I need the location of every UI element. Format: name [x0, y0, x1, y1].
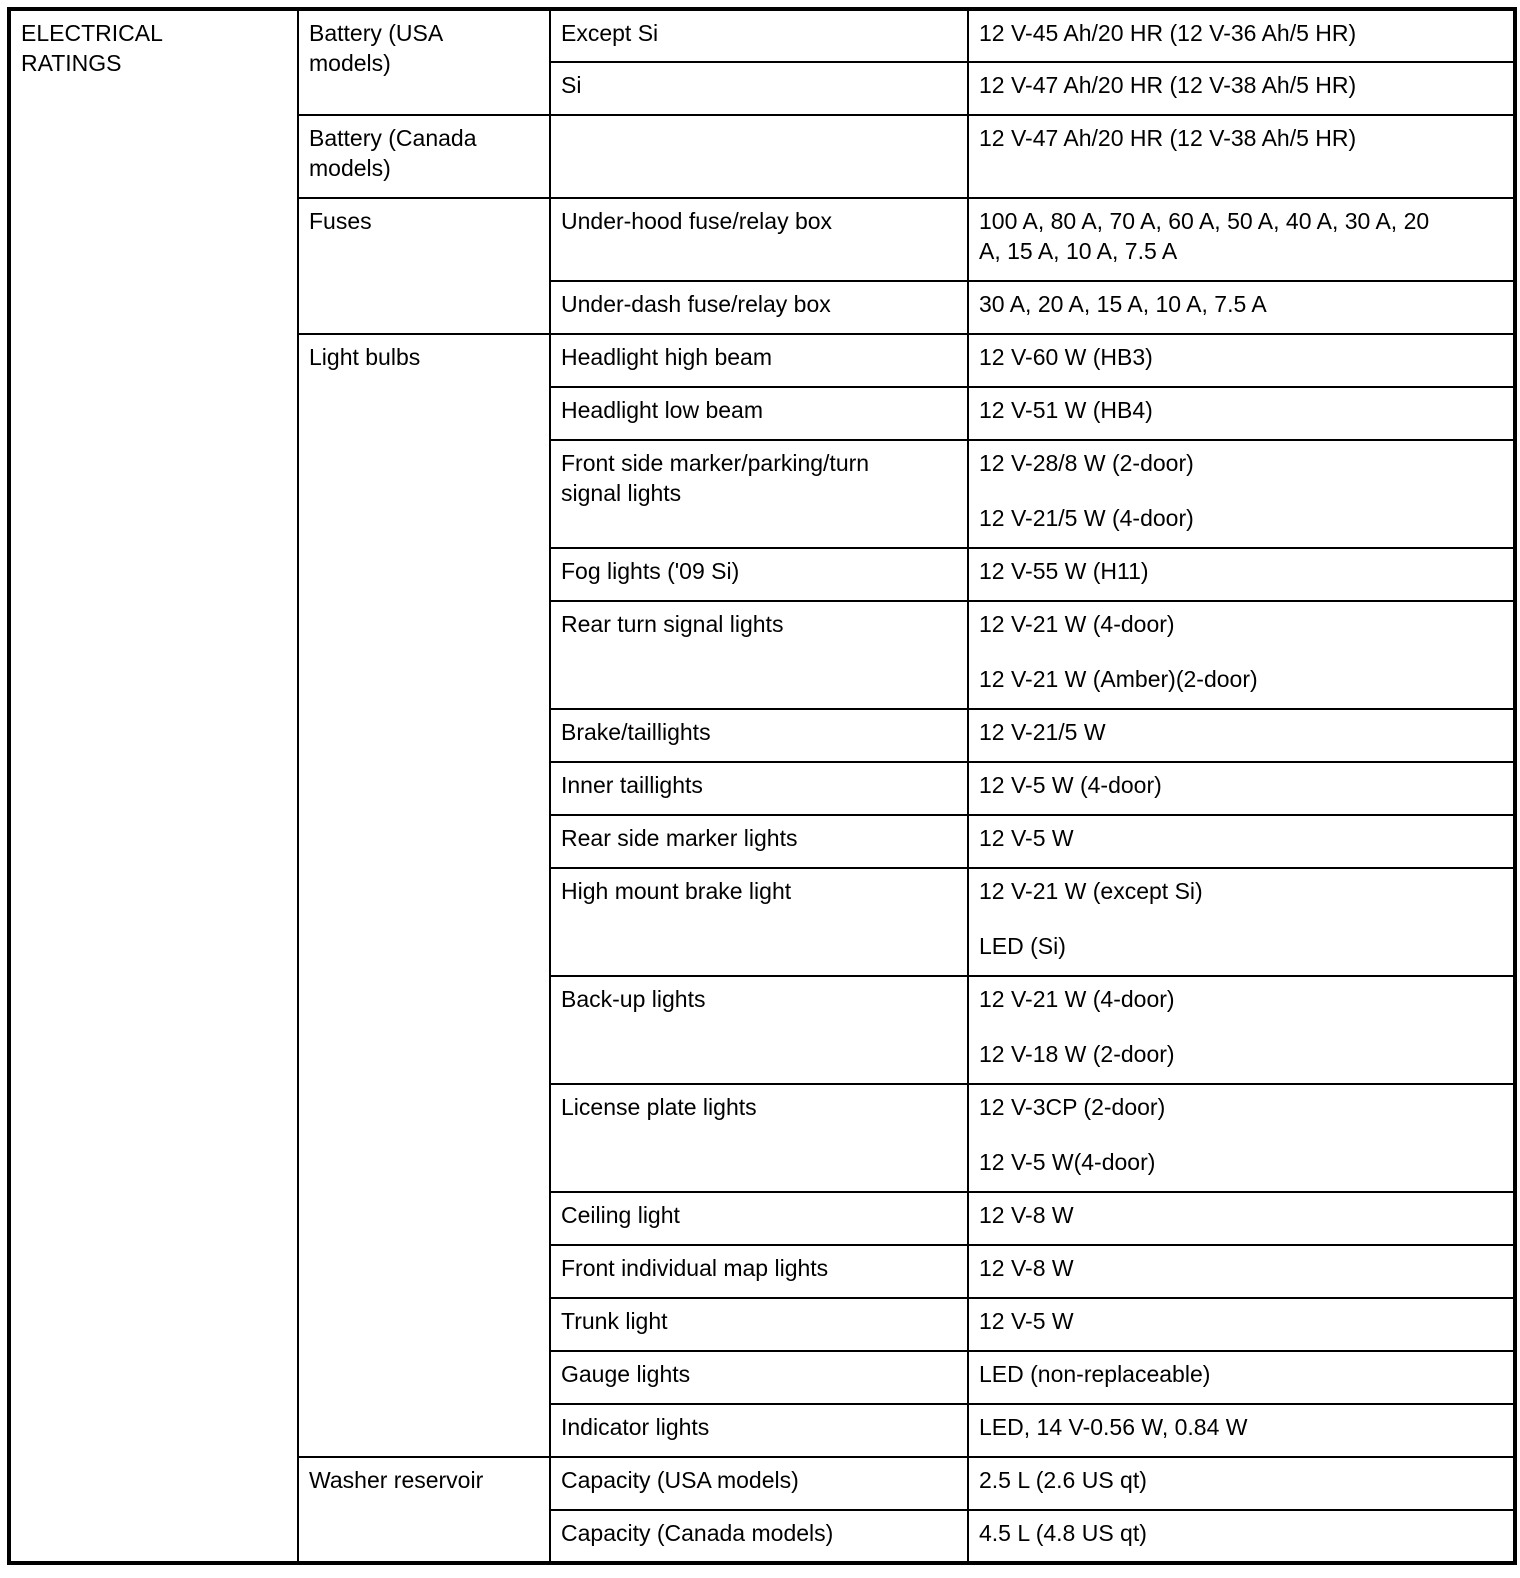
bulb-item-cell: [550, 815, 968, 868]
bulb-value: 12 V-5 W(4-door): [979, 1149, 1156, 1175]
battery-usa-label: Battery (USA models): [309, 20, 444, 76]
fuse-value-cell: [968, 281, 1515, 334]
section-title-cell: [9, 9, 298, 1563]
bulb-item: Trunk light: [561, 1308, 668, 1334]
bulb-value: 12 V-8 W: [979, 1202, 1074, 1228]
washer-label: Washer reservoir: [309, 1467, 484, 1493]
bulb-value-cell: [968, 709, 1515, 762]
washer-item: Capacity (Canada models): [561, 1520, 834, 1546]
fuses-label: Fuses: [309, 208, 372, 234]
light-bulbs-label-cell: [298, 334, 550, 1457]
battery-usa-value-cell: [968, 9, 1515, 62]
battery-canada-value: 12 V-47 Ah/20 HR (12 V-38 Ah/5 HR): [979, 125, 1357, 151]
bulb-value: LED (non-replaceable): [979, 1361, 1211, 1387]
bulb-value-cell: [968, 548, 1515, 601]
bulb-item: Rear side marker lights: [561, 825, 798, 851]
battery-usa-item: Except Si: [561, 20, 659, 46]
battery-canada-label: Battery (Canada models): [309, 125, 477, 181]
bulb-item-cell: [550, 1245, 968, 1298]
battery-usa-item: Si: [561, 72, 582, 98]
bulb-item-cell: [550, 762, 968, 815]
fuse-item: Under-hood fuse/relay box: [561, 208, 833, 234]
table-row: [9, 9, 1515, 62]
bulb-value: 12 V-60 W (HB3): [979, 344, 1153, 370]
bulb-item: Front side marker/parking/turn signal lights: [561, 450, 870, 506]
bulb-item: Indicator lights: [561, 1414, 710, 1440]
fuse-item-cell: [550, 198, 968, 281]
bulb-value-cell: [968, 762, 1515, 815]
washer-value: 4.5 L (4.8 US qt): [979, 1520, 1147, 1546]
bulb-value: 12 V-18 W (2-door): [979, 1041, 1175, 1067]
bulb-value: 12 V-8 W: [979, 1255, 1074, 1281]
bulb-value: 12 V-5 W: [979, 1308, 1074, 1334]
bulb-item-cell: [550, 1084, 968, 1192]
bulb-value-cell: [968, 1245, 1515, 1298]
bulb-item-cell: [550, 1298, 968, 1351]
bulb-value: LED (Si): [979, 933, 1066, 959]
bulb-value-cell: [968, 1298, 1515, 1351]
bulb-item-cell: [550, 1404, 968, 1457]
battery-usa-value-cell: [968, 62, 1515, 115]
bulb-value: 12 V-51 W (HB4): [979, 397, 1153, 423]
battery-usa-value: 12 V-45 Ah/20 HR (12 V-36 Ah/5 HR): [979, 20, 1357, 46]
battery-usa-item-cell: [550, 62, 968, 115]
light-bulbs-label: Light bulbs: [309, 344, 421, 370]
bulb-value: 12 V-21 W (4-door): [979, 986, 1175, 1012]
battery-usa-label-cell: [298, 9, 550, 115]
bulb-value-cell: [968, 868, 1515, 976]
bulb-item-cell: [550, 387, 968, 440]
bulb-value-cell: [968, 601, 1515, 709]
bulb-value: 12 V-21 W (Amber)(2-door): [979, 666, 1258, 692]
bulb-value: 12 V-21 W (4-door): [979, 611, 1175, 637]
bulb-item-cell: [550, 334, 968, 387]
bulb-value-cell: [968, 1404, 1515, 1457]
washer-value-cell: [968, 1457, 1515, 1510]
fuses-label-cell: [298, 198, 550, 334]
battery-canada-item-cell: [550, 115, 968, 198]
bulb-item: Ceiling light: [561, 1202, 680, 1228]
bulb-value: 12 V-21/5 W: [979, 719, 1106, 745]
bulb-item-cell: [550, 976, 968, 1084]
fuse-value-cell: [968, 198, 1515, 281]
bulb-item: Headlight low beam: [561, 397, 764, 423]
bulb-item: Inner taillights: [561, 772, 703, 798]
washer-item-cell: [550, 1510, 968, 1563]
bulb-value-cell: [968, 1192, 1515, 1245]
washer-item: Capacity (USA models): [561, 1467, 799, 1493]
bulb-value-cell: [968, 1351, 1515, 1404]
bulb-value: 12 V-55 W (H11): [979, 558, 1149, 584]
bulb-item: Headlight high beam: [561, 344, 772, 370]
bulb-value-cell: [968, 334, 1515, 387]
bulb-item-cell: [550, 440, 968, 548]
battery-canada-label-cell: [298, 115, 550, 198]
fuse-item: Under-dash fuse/relay box: [561, 291, 831, 317]
bulb-value-cell: [968, 1084, 1515, 1192]
bulb-item-cell: [550, 548, 968, 601]
bulb-value: 12 V-5 W: [979, 825, 1074, 851]
bulb-value-cell: [968, 815, 1515, 868]
bulb-value-cell: [968, 976, 1515, 1084]
bulb-item: Fog lights ('09 Si): [561, 558, 740, 584]
washer-value: 2.5 L (2.6 US qt): [979, 1467, 1147, 1493]
washer-label-cell: [298, 1457, 550, 1563]
bulb-item: Brake/taillights: [561, 719, 711, 745]
washer-value-cell: [968, 1510, 1515, 1563]
bulb-item-cell: [550, 1351, 968, 1404]
battery-canada-value-cell: [968, 115, 1515, 198]
fuse-item-cell: [550, 281, 968, 334]
fuse-value: 100 A, 80 A, 70 A, 60 A, 50 A, 40 A, 30 A, 20 A, 15 A, 10 A, 7.5 A: [979, 208, 1430, 264]
bulb-value: 12 V-21 W (except Si): [979, 878, 1203, 904]
fuse-value: 30 A, 20 A, 15 A, 10 A, 7.5 A: [979, 291, 1267, 317]
bulb-value: 12 V-3CP (2-door): [979, 1094, 1166, 1120]
bulb-item: Front individual map lights: [561, 1255, 829, 1281]
bulb-value: 12 V-28/8 W (2-door): [979, 450, 1194, 476]
bulb-value: LED, 14 V-0.56 W, 0.84 W: [979, 1414, 1248, 1440]
battery-usa-value: 12 V-47 Ah/20 HR (12 V-38 Ah/5 HR): [979, 72, 1357, 98]
bulb-item-cell: [550, 709, 968, 762]
bulb-value-cell: [968, 387, 1515, 440]
washer-item-cell: [550, 1457, 968, 1510]
bulb-item: Rear turn signal lights: [561, 611, 784, 637]
bulb-value: 12 V-5 W (4-door): [979, 772, 1162, 798]
battery-usa-item-cell: [550, 9, 968, 62]
bulb-item: License plate lights: [561, 1094, 757, 1120]
bulb-value: 12 V-21/5 W (4-door): [979, 505, 1194, 531]
bulb-item: Gauge lights: [561, 1361, 691, 1387]
bulb-item: Back-up lights: [561, 986, 706, 1012]
section-title: ELECTRICAL RATINGS: [21, 20, 163, 76]
bulb-item: High mount brake light: [561, 878, 792, 904]
bulb-item-cell: [550, 601, 968, 709]
electrical-ratings-table: [7, 7, 1517, 1565]
bulb-item-cell: [550, 1192, 968, 1245]
bulb-value-cell: [968, 440, 1515, 548]
bulb-item-cell: [550, 868, 968, 976]
